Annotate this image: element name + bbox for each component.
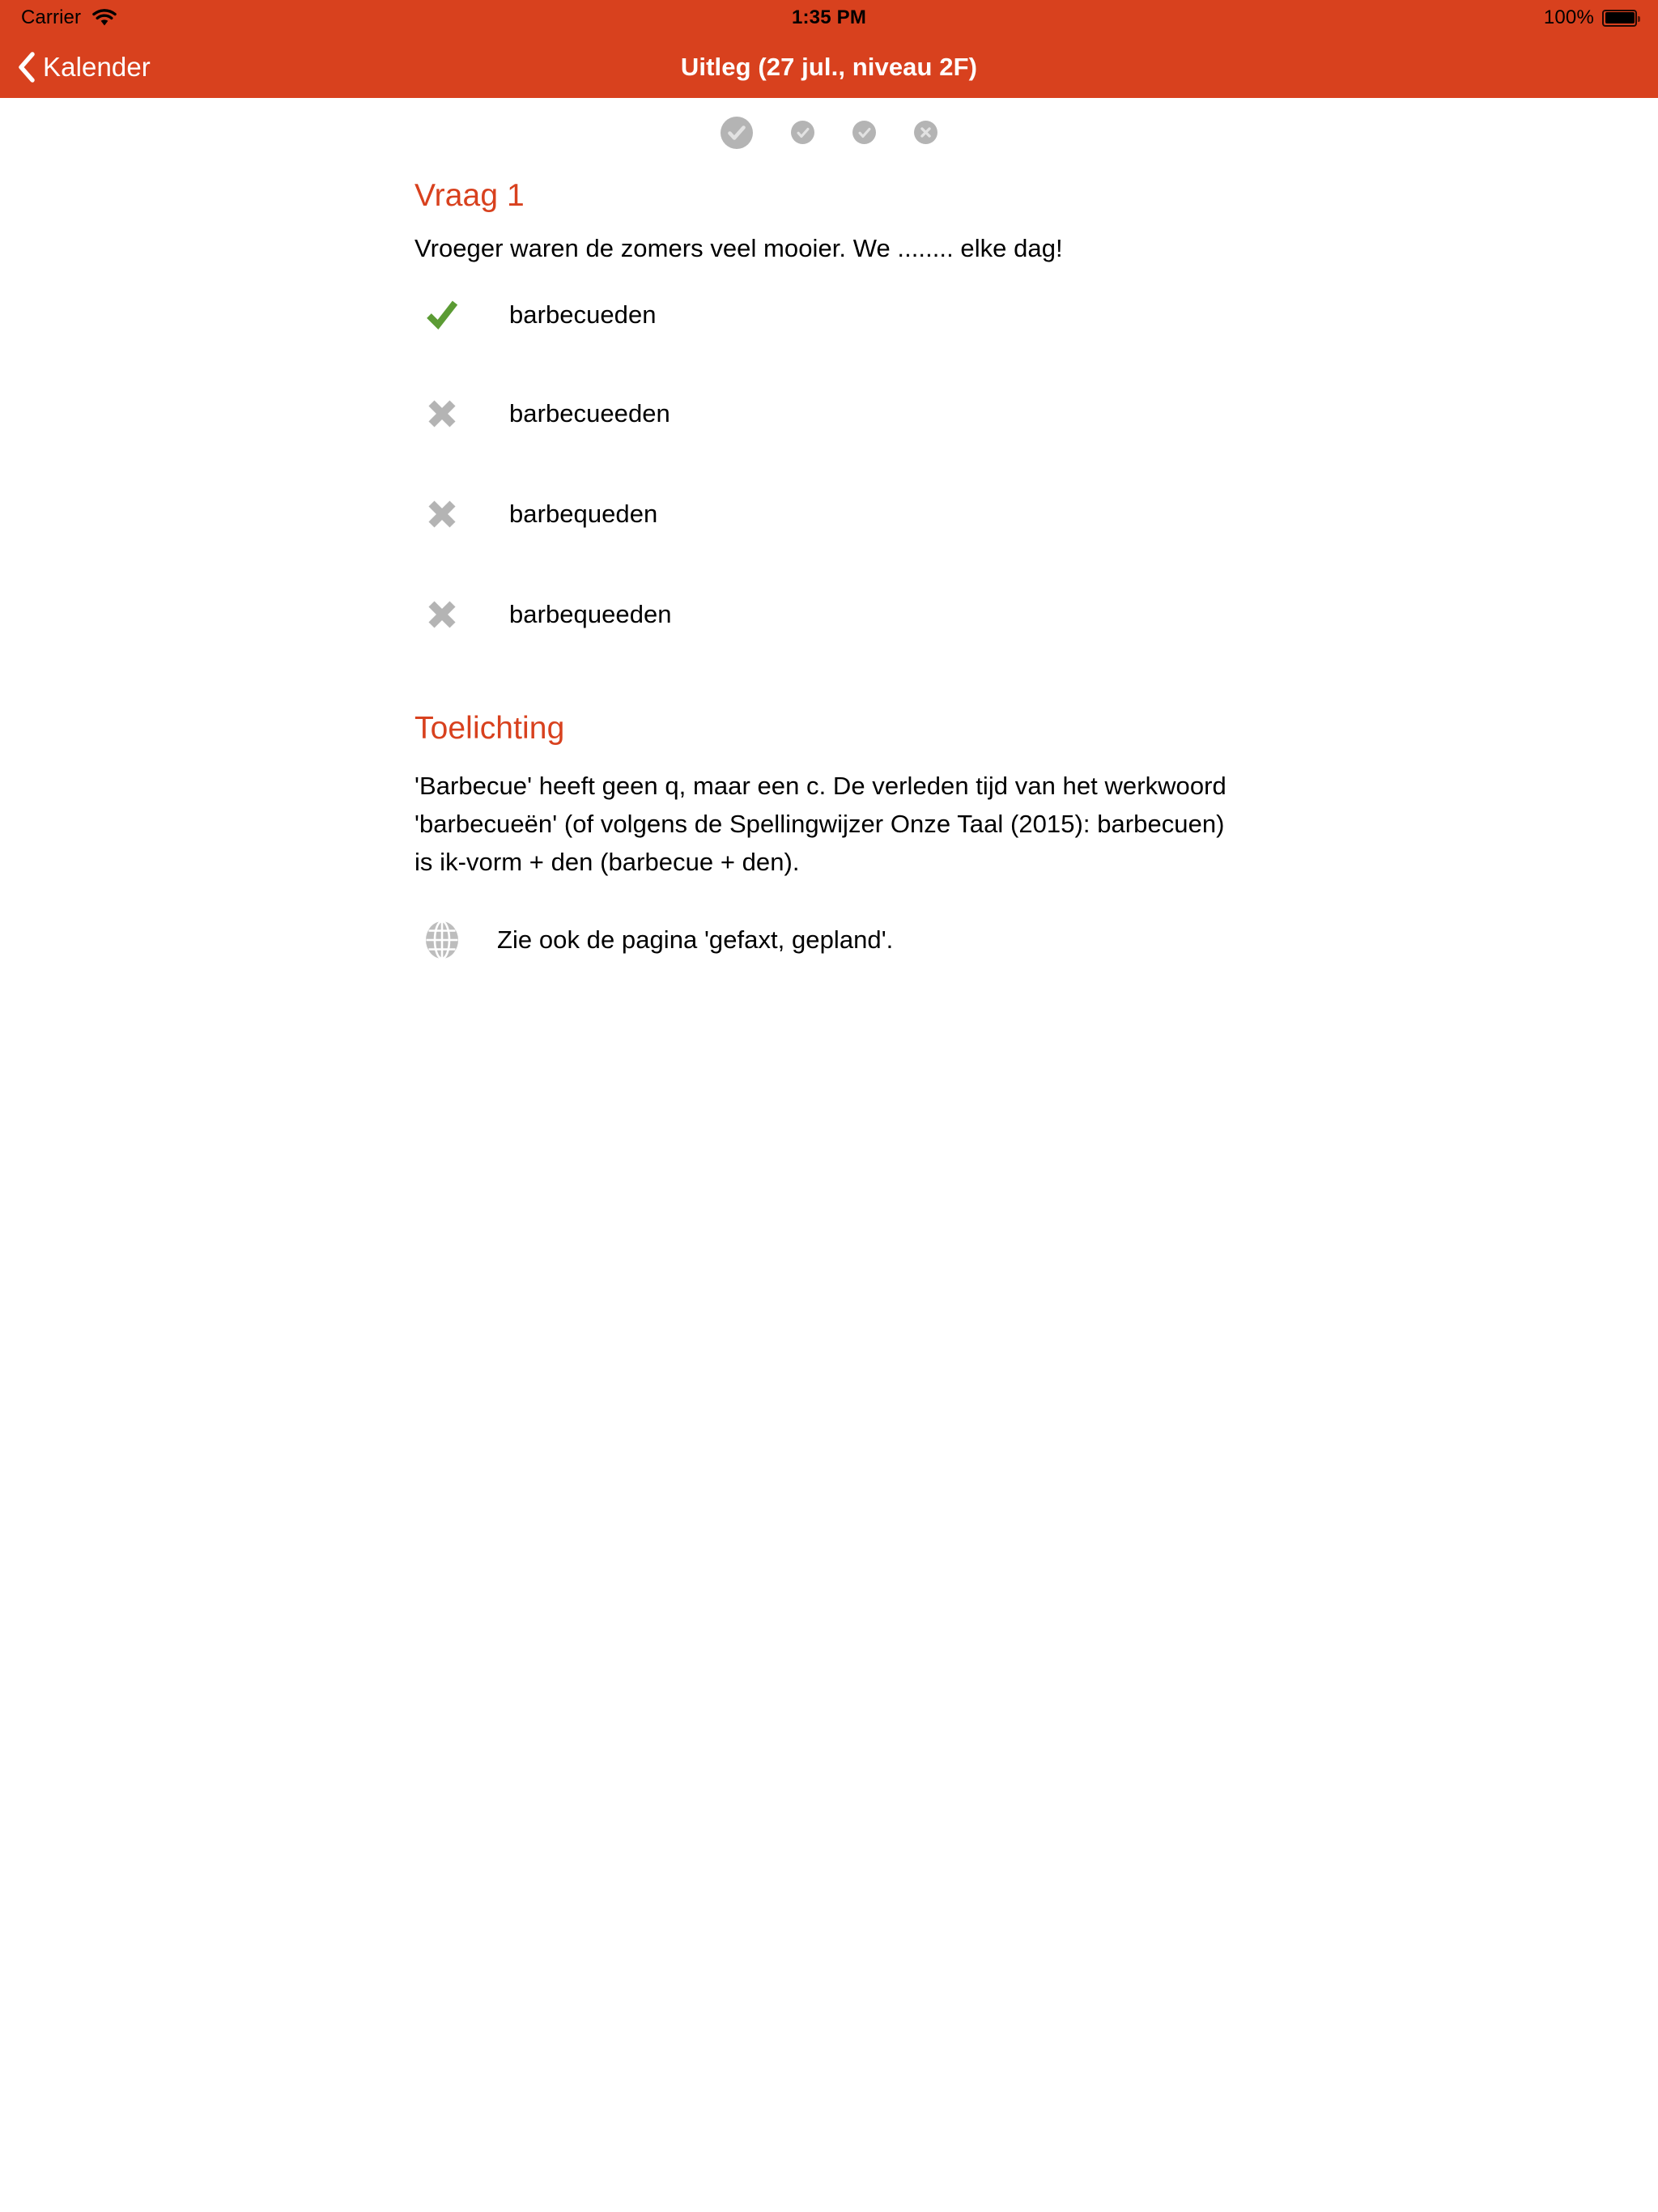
- cross-icon: [425, 497, 459, 531]
- battery-icon: [1602, 10, 1637, 27]
- back-button[interactable]: [18, 52, 151, 83]
- question-heading: Vraag 1: [414, 178, 525, 213]
- progress-dot-2[interactable]: [791, 121, 814, 144]
- answer-option-label: barbecueeden: [509, 399, 670, 428]
- navigation-title-container: [0, 36, 1658, 98]
- check-icon: [726, 122, 747, 143]
- chevron-left-icon: [18, 52, 36, 83]
- battery-percent-label: 100%: [1543, 6, 1594, 28]
- page-title: Uitleg (27 jul., niveau 2F): [680, 52, 978, 81]
- answer-option-wrong-3[interactable]: [0, 564, 1658, 665]
- answer-option-correct[interactable]: [0, 263, 1658, 364]
- clock-label: 1:35 PM: [791, 6, 867, 28]
- progress-dot-4[interactable]: [914, 121, 937, 144]
- content-area: [0, 98, 1658, 961]
- explanation-heading: Toelichting: [414, 711, 565, 746]
- explanation-text: 'Barbecue' heeft geen q, maar een c. De verleden tijd van het werkwoord 'barbecueën' (of volgens de Spellingwijzer Onze Taal (2015): barbecuen) is ik-vorm + den (barbecue + den).: [414, 772, 1226, 876]
- back-button-label: Kalender: [43, 51, 151, 82]
- wifi-icon: [92, 9, 117, 27]
- answer-option-label: barbequeeden: [509, 600, 672, 628]
- answer-options-list: [0, 263, 1658, 665]
- check-icon: [857, 125, 872, 140]
- status-bar-right: [1544, 6, 1637, 29]
- battery-fill: [1605, 12, 1635, 23]
- status-bar-left: [21, 6, 117, 29]
- answer-option-wrong-2[interactable]: [0, 464, 1658, 564]
- related-page-link[interactable]: [0, 919, 1658, 961]
- answer-option-label: barbecueden: [509, 300, 657, 329]
- check-icon: [796, 125, 810, 140]
- progress-dot-3[interactable]: [852, 121, 876, 144]
- answer-option-label: barbequeden: [509, 500, 658, 528]
- carrier-label: Carrier: [21, 6, 82, 28]
- status-bar: [0, 0, 1658, 36]
- progress-indicator: [0, 98, 1658, 147]
- progress-dot-1[interactable]: [721, 117, 753, 149]
- navigation-bar: [0, 36, 1658, 98]
- cross-icon: [919, 125, 933, 139]
- cross-icon: [425, 598, 459, 632]
- question-text: Vroeger waren de zomers veel mooier. We ........ elke dag!: [414, 234, 1063, 262]
- check-icon: [425, 298, 459, 332]
- related-page-link-label: Zie ook de pagina 'gefaxt, gepland'.: [497, 925, 894, 954]
- globe-icon: [421, 919, 463, 961]
- answer-option-wrong-1[interactable]: [0, 364, 1658, 464]
- status-bar-center: [0, 0, 1658, 36]
- cross-icon: [425, 397, 459, 431]
